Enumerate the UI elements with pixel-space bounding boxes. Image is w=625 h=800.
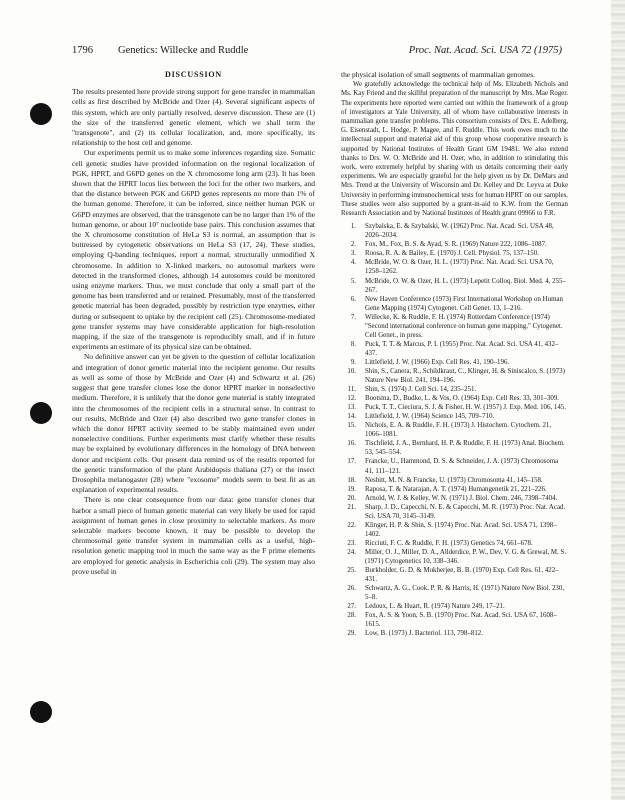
reference-number: 9. xyxy=(350,358,356,366)
reference-number: 19. xyxy=(347,485,356,493)
reference-number: 10. xyxy=(347,368,356,375)
reference-item xyxy=(341,277,568,295)
running-head: Genetics: Willecke and Ruddle xyxy=(118,45,249,56)
reference-number: 14. xyxy=(347,413,356,421)
reference-number: 16. xyxy=(347,440,356,448)
section-title: DISCUSSION xyxy=(165,70,222,79)
reference-number: 17. xyxy=(347,458,356,466)
reference-number: 15. xyxy=(347,422,356,430)
reference-item xyxy=(341,358,568,367)
reference-item xyxy=(341,476,568,485)
reference-text: Shin, S., Canera, R., Schildkraut, C., Klinger, H. & Siniscalco, S. (1973) Nature New Biol. 241, 194–196. xyxy=(365,368,565,385)
reference-text: Shin, S. (1974) J. Cell Sci. 14, 235–251. xyxy=(365,386,477,394)
reference-number: 18. xyxy=(347,476,356,484)
reference-number: 2. xyxy=(350,241,356,249)
discussion-paragraph: There is one clear consequence from our data: gene transfer clones that harbor a small piece of human genetic material can very likely be used for rapid assignment of human genes in close proximity to selectable markers. As more selectable markers become known, it may be possible to develop the chromosomal gene transfer system in mammalian cells as a useful, high-resolution genetic mapping tool in much the same way as the F prime elements are employed for genetic analysis in Escherichia coli (29). The system may also prove useful in xyxy=(72,495,315,576)
reference-number: 11. xyxy=(347,386,356,394)
punch-hole xyxy=(30,402,52,424)
reference-number: 7. xyxy=(350,313,356,321)
reference-text: Littlefield, J. W. (1966) Exp. Cell Res. 41, 190–196. xyxy=(365,358,510,366)
reference-number: 22. xyxy=(347,521,356,529)
reference-text: Tischfield, J. A., Bernhard, H. P. & Ruddle, F. H. (1973) Anal. Biochem. 53, 545–554. xyxy=(365,440,565,457)
reference-text: McBride, W. O. & Ozer, H. L. (1973) Proc. Nat. Acad. Sci. USA 70, 1258–1262. xyxy=(365,259,554,276)
reference-item xyxy=(341,367,568,385)
reference-number: 24. xyxy=(347,548,356,556)
reference-item xyxy=(341,403,568,412)
reference-item xyxy=(341,494,568,503)
reference-item xyxy=(341,602,568,611)
reference-number: 23. xyxy=(347,539,356,547)
reference-item xyxy=(341,222,568,240)
reference-text: Low, B. (1973) J. Bacteriol. 113, 798–812. xyxy=(365,630,483,638)
reference-text: Fox, A. S. & Yoon, S. B. (1970) Proc. Nat. Acad. Sci. USA 67, 1608–1615. xyxy=(365,612,557,629)
reference-text: Roosa, R. A. & Bailey, E. (1970) J. Cell. Physiol. 75, 137–150. xyxy=(365,250,539,258)
reference-item xyxy=(341,385,568,394)
running-header xyxy=(72,45,562,59)
reference-item xyxy=(341,521,568,539)
reference-item xyxy=(341,240,568,249)
reference-number: 13. xyxy=(347,404,356,412)
reference-text: Sharp, J. D., Capecchi, N. E. & Capecchi, M. R. (1973) Proc. Nat. Acad. Sci. USA 70, 3145–3149. xyxy=(365,503,566,520)
reference-item xyxy=(341,503,568,521)
reference-item xyxy=(341,295,568,313)
reference-item xyxy=(341,566,568,584)
page-number: 1796 xyxy=(72,45,93,56)
scanned-page-edge xyxy=(611,0,625,800)
reference-number: 29. xyxy=(347,630,356,638)
reference-number: 3. xyxy=(350,250,356,258)
discussion-paragraph: The results presented here provide strong support for gene transfer in mammalian cells as first described by McBride and Ozer (4). Several significant aspects of this system, which are only partially resolved, deserve discussion. These are (1) the size of the transferred genetic element, which we shall term the "transgenote", and (2) its cellular localization, and, more specifically, its relationship to the host cell and genome. xyxy=(72,87,315,148)
reference-number: 21. xyxy=(347,503,356,511)
reference-item xyxy=(341,421,568,439)
reference-text: Bootsma, D., Budke, L. & Vos, O. (1964) Exp. Cell Res. 33, 301–309. xyxy=(365,395,560,403)
reference-number: 4. xyxy=(350,259,356,267)
reference-text: Willecke, K. & Ruddle, F. H. (1974) Rotterdam Conference (1974) "Second international conference on human gene mapping," Cytogenet. Cell Genet., in press. xyxy=(365,313,563,339)
reference-item xyxy=(341,539,568,548)
journal-citation: Proc. Nat. Acad. Sci. USA 72 (1975) xyxy=(408,45,562,56)
reference-text: Nichols, E. A. & Ruddle, F. H. (1973) J. Histochem. Cytochem. 21, 1066–1081. xyxy=(365,422,552,439)
left-column xyxy=(72,70,315,577)
discussion-continuation: the physical isolation of small segments of mammalian genomes. xyxy=(341,70,535,79)
reference-text: Szybalska, E. & Szybalski, W. (1962) Proc. Nat. Acad. Sci. USA 48, 2026–2034. xyxy=(365,223,554,240)
reference-text: Schwartz, A. G., Cook, P. R. & Harris, H. (1971) Nature New Biol. 230, 5–8. xyxy=(365,585,565,602)
reference-item xyxy=(341,584,568,602)
reference-item xyxy=(341,485,568,494)
punch-hole xyxy=(30,701,52,723)
reference-item xyxy=(341,412,568,421)
reference-number: 12. xyxy=(347,395,356,403)
reference-text: Littlefield, J. W. (1964) Science 145, 709–710. xyxy=(365,413,495,421)
reference-text: Puck, T. T. & Marcus, P. I. (1955) Proc. Nat. Acad. Sci. USA 41, 432–437. xyxy=(365,340,559,357)
reference-text: Arnold, W. J. & Kelley, W. N. (1971) J. Biol. Chem. 246, 7398–7404. xyxy=(365,494,558,502)
reference-list xyxy=(341,222,568,638)
acknowledgment: We gratefully acknowledge the technical help of Ms. Elizabeth Nichols and Ms. Kay Friend and the skillful preparation of the manuscript by Mrs. Mae Roger. The experiments here reported were carried out within the framework of a group of investigators at Yale University, all of whom have collaborative interests in mammalian gene transfer problems. This consortium consists of Drs. E. Adelberg, G. Eisenstadt, L. Hodge, P. Magee, and F. Ruddle. This work owes much to the intellectual support and material aid of this group whose cooperative research is supported by National Institutes of Health Grant GM 19481. We also extend thanks to Drs. W. O. McBride and H. Ozer, who, in addition to stimulating this work, were extremely helpful by sharing with us details concerning their early experiments. We are especially grateful for the help given us by Dr. DeMars and Mrs. Trend at the University of Wisconsin and Dr. Kelley and Dr. Leyva at Duke University in performing immunochemical tests for human HPRT on our samples. These studies were also supported by a grant-in-aid to K.W. from the German Research Association and by National Institutes of Health grant 09966 to F.R. xyxy=(341,81,568,218)
reference-item xyxy=(341,313,568,340)
reference-item xyxy=(341,258,568,276)
reference-text: Nesbitt, M. N. & Francke, U. (1973) Chromosoma 41, 145–158. xyxy=(365,476,543,484)
discussion-paragraph: No definitive answer can yet be given to the question of cellular localization and integration of donor genetic material into the recipient genome. Our results as well as some of those by McBride and Ozer (4) and Schwartz et al. (26) suggest that gene transfer clones lose the donor HPRT marker in nonselective medium. Therefore, it is unlikely that the donor gene material is stably integrated into the chromosomes of the recipient cells in a structural sense. In contrast to our results, McBride and Ozer (4) also described two gene transfer clones in which the donor HPRT activity seemed to be stably maintained even under nonselective conditions. Further experiments must clarify whether these results may be explained by evolutionary differences in the homology of DNA between donor and recipient cells. Our present data remind us of the results reported for the genetic transformation of the plant Arabidopsis thaliana (27) or the insect Drosophila melanogaster (28) where "exosome" models seem to best fit as an explanation of experimental results. xyxy=(72,352,315,495)
reference-item xyxy=(341,394,568,403)
reference-text: Fox, M., Fox, B. S. & Ayad, S. R. (1969) Nature 222, 1086–1087. xyxy=(365,241,547,249)
reference-number: 26. xyxy=(347,585,356,593)
reference-item xyxy=(341,340,568,358)
reference-number: 8. xyxy=(350,340,356,348)
reference-text: Francke, U., Hammond, D. S. & Schneider, J. A. (1973) Chromosoma 41, 111–121. xyxy=(365,458,559,475)
reference-number: 6. xyxy=(350,295,356,303)
reference-number: 1. xyxy=(350,223,356,231)
reference-item xyxy=(341,457,568,475)
reference-text: Burkholder, G. D. & Mukherjee, B. B. (1970) Exp. Cell Res. 61, 422–431. xyxy=(365,567,559,584)
discussion-paragraph: Our experiments permit us to make some inferences regarding size. Somatic cell genetic studies have provided information on the regional localization of PGK, HPRT, and G6PD genes on the X chromosome long arm (23). It has been shown that the HPRT locus lies between the loci for the other two markers, and that the distance between PGK and G6PD genes represents no more than 1% of the human genome. Therefore, it can be inferred, since neither human PGK or G6PD enzymes are observed, that the transgenote can be no larger than 1% of the human genome, or about 10⁷ nucleotide base pairs. This conclusion assumes that the X chromosome constitution of HeLa S3 is normal, an assumption that is buttressed by cytogenetic observations on HeLa S3 (17, 24). These studies, employing Q-banding techniques, report a normal, structurally unmodified X chromosome. In addition to X-linked markers, no autosomal markers were detected in the transformed clones, although 14 autosomes could be monitored using enzyme markers. Thus, we must conclude that only a small part of the genome has been transferred and or retained. Presumably, most of the transferred genetic material has been degraded, possibly by restriction type enzymes, either during or subsequent to uptake by the recipient cell (25). Chromosome-mediated gene transfer systems may have considerable application for high-resolution mapping, if the size of the transgenote is reproducibly small, and if in future experiments an estimate of its physical size can be obtained. xyxy=(72,148,315,352)
reference-text: Ledoux, L. & Huart, R. (1974) Nature 249, 17–21. xyxy=(365,603,505,611)
reference-text: Puck, T. T., Cieciura, S. J. & Fisher, H. W. (1957) J. Exp. Med. 106, 145. xyxy=(365,404,566,412)
reference-number: 27. xyxy=(347,603,356,611)
reference-item xyxy=(341,249,568,258)
reference-number: 20. xyxy=(347,494,356,502)
reference-number: 28. xyxy=(347,612,356,620)
reference-item xyxy=(341,629,568,638)
reference-number: 25. xyxy=(347,567,356,575)
reference-text: Raposa, T. & Natarajan, A. T. (1974) Humangenetik 21, 221–226. xyxy=(365,485,547,493)
reference-text: Klinger, H. P. & Shin, S. (1974) Proc. Nat. Acad. Sci. USA 71, 1398–1402. xyxy=(365,521,557,538)
reference-text: Miller, O. J., Miller, D. A., Allderdice, P. W., Dev, V. G. & Grewal, M. S. (1971) Cytogenetics 10, 338–346. xyxy=(365,548,567,565)
reference-text: New Haven Conference (1973) First International Workshop on Human Gene Mapping (1974) Cytogenet. Cell Genet. 13, 1–216. xyxy=(365,295,563,312)
reference-number: 5. xyxy=(350,277,356,285)
reference-text: McBride, O. W. & Ozer, H. L. (1973) Lepetit Colloq. Biol. Med. 4, 255–267. xyxy=(365,277,566,294)
reference-item xyxy=(341,439,568,457)
reference-text: Ricciuti, F. C. & Ruddle, F. H. (1973) Genetics 74, 661–678. xyxy=(365,539,533,547)
punch-hole xyxy=(30,103,52,125)
reference-item xyxy=(341,548,568,566)
right-column xyxy=(341,70,568,638)
reference-item xyxy=(341,611,568,629)
